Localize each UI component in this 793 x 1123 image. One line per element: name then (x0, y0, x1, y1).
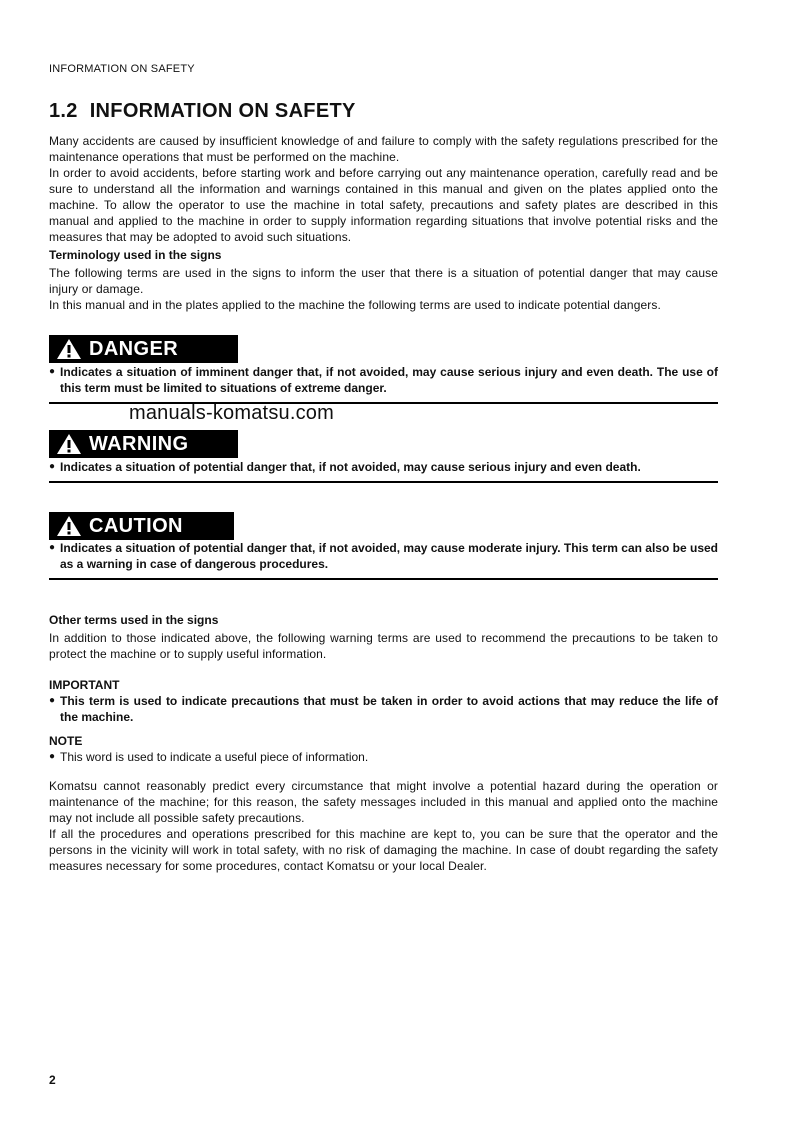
danger-sign (49, 335, 238, 363)
other-terms-heading: Other terms used in the signs (49, 613, 219, 627)
caution-description (49, 540, 718, 572)
note-heading: NOTE (49, 734, 83, 748)
note-text: This word is used to indicate a useful piece of information. (60, 750, 369, 764)
note-bullet (49, 749, 718, 765)
terminology-paragraph-1: The following terms are used in the signs to inform the user that there is a situation of potential danger that may cause injury or damage. (49, 266, 718, 296)
bullet-dot-icon: ● (49, 695, 56, 706)
caution-text: Indicates a situation of potential danger that, if not avoided, may cause moderate injury. This term can also be used as a warning in case of dangerous procedures. (60, 541, 718, 571)
important-bullet (49, 693, 718, 725)
caution-divider (49, 578, 718, 580)
running-head: INFORMATION ON SAFETY (49, 63, 195, 75)
danger-description (49, 364, 718, 396)
section-title (49, 100, 356, 123)
important-heading: IMPORTANT (49, 678, 120, 692)
warning-label: WARNING (89, 432, 189, 455)
caution-bullet (49, 540, 718, 572)
closing-paragraph-1: Komatsu cannot reasonably predict every circumstance that might involve a potential hazard during the operation or maintenance of the machine; for this reason, the safety messages included in this manual and applied onto the machine may not include all possible safety precautions. (49, 779, 718, 825)
closing-paragraph-2: If all the procedures and operations prescribed for this machine are kept to, you can be sure that the operator and the persons in the vicinity will work in total safety, with no risk of damaging the machine. In case of doubt regarding the safety measures necessary for some procedures, contact Komatsu or your local Dealer. (49, 827, 718, 873)
important-block (49, 677, 718, 725)
closing-block (49, 778, 718, 874)
other-terms-block (49, 612, 718, 662)
bullet-dot-icon: ● (49, 751, 56, 762)
terminology-heading: Terminology used in the signs (49, 248, 222, 262)
warning-divider (49, 481, 718, 483)
danger-label: DANGER (89, 337, 179, 360)
intro-block (49, 133, 718, 313)
important-text: This term is used to indicate precautions that must be taken in order to avoid actions that may reduce the life of the machine. (60, 694, 718, 724)
warning-triangle-icon (56, 433, 82, 455)
caution-sign (49, 512, 234, 540)
page-number: 2 (49, 1073, 56, 1087)
warning-text: Indicates a situation of potential danger that, if not avoided, may cause serious injury and even death. (60, 460, 641, 474)
caution-label: CAUTION (89, 514, 183, 537)
watermark: manuals-komatsu.com (129, 402, 334, 424)
terminology-paragraph-2: In this manual and in the plates applied to the machine the following terms are used to indicate potential dangers. (49, 298, 661, 312)
intro-paragraph-1: Many accidents are caused by insufficient knowledge of and failure to comply with the safety regulations prescribed for the maintenance operations that must be performed on the machine. (49, 134, 718, 164)
section-title-text: INFORMATION ON SAFETY (89, 100, 356, 122)
other-terms-paragraph: In addition to those indicated above, the following warning terms are used to recommend the precautions to be taken to protect the machine or to supply useful information. (49, 631, 718, 661)
danger-bullet (49, 364, 718, 396)
note-block (49, 733, 718, 765)
warning-triangle-icon (56, 515, 82, 537)
warning-sign (49, 430, 238, 458)
bullet-dot-icon: ● (49, 366, 56, 377)
warning-bullet (49, 459, 718, 475)
danger-text: Indicates a situation of imminent danger that, if not avoided, may cause serious injury and even death. The use of this term must be limited to situations of extreme danger. (60, 365, 718, 395)
section-number: 1.2 (49, 100, 78, 122)
warning-triangle-icon (56, 338, 82, 360)
bullet-dot-icon: ● (49, 542, 56, 553)
intro-paragraph-2: In order to avoid accidents, before starting work and before carrying out any maintenance operation, carefully read and be sure to understand all the information and warnings contained in this manual and given on the plates applied onto the machine. To allow the operator to use the machine in total safety, precautions and safety plates are described in this manual and applied to the machine in order to supply information regarding situations that involve potential risks and the measures that may be adopted to avoid such situations. (49, 166, 718, 244)
bullet-dot-icon: ● (49, 461, 56, 472)
warning-description (49, 459, 718, 475)
